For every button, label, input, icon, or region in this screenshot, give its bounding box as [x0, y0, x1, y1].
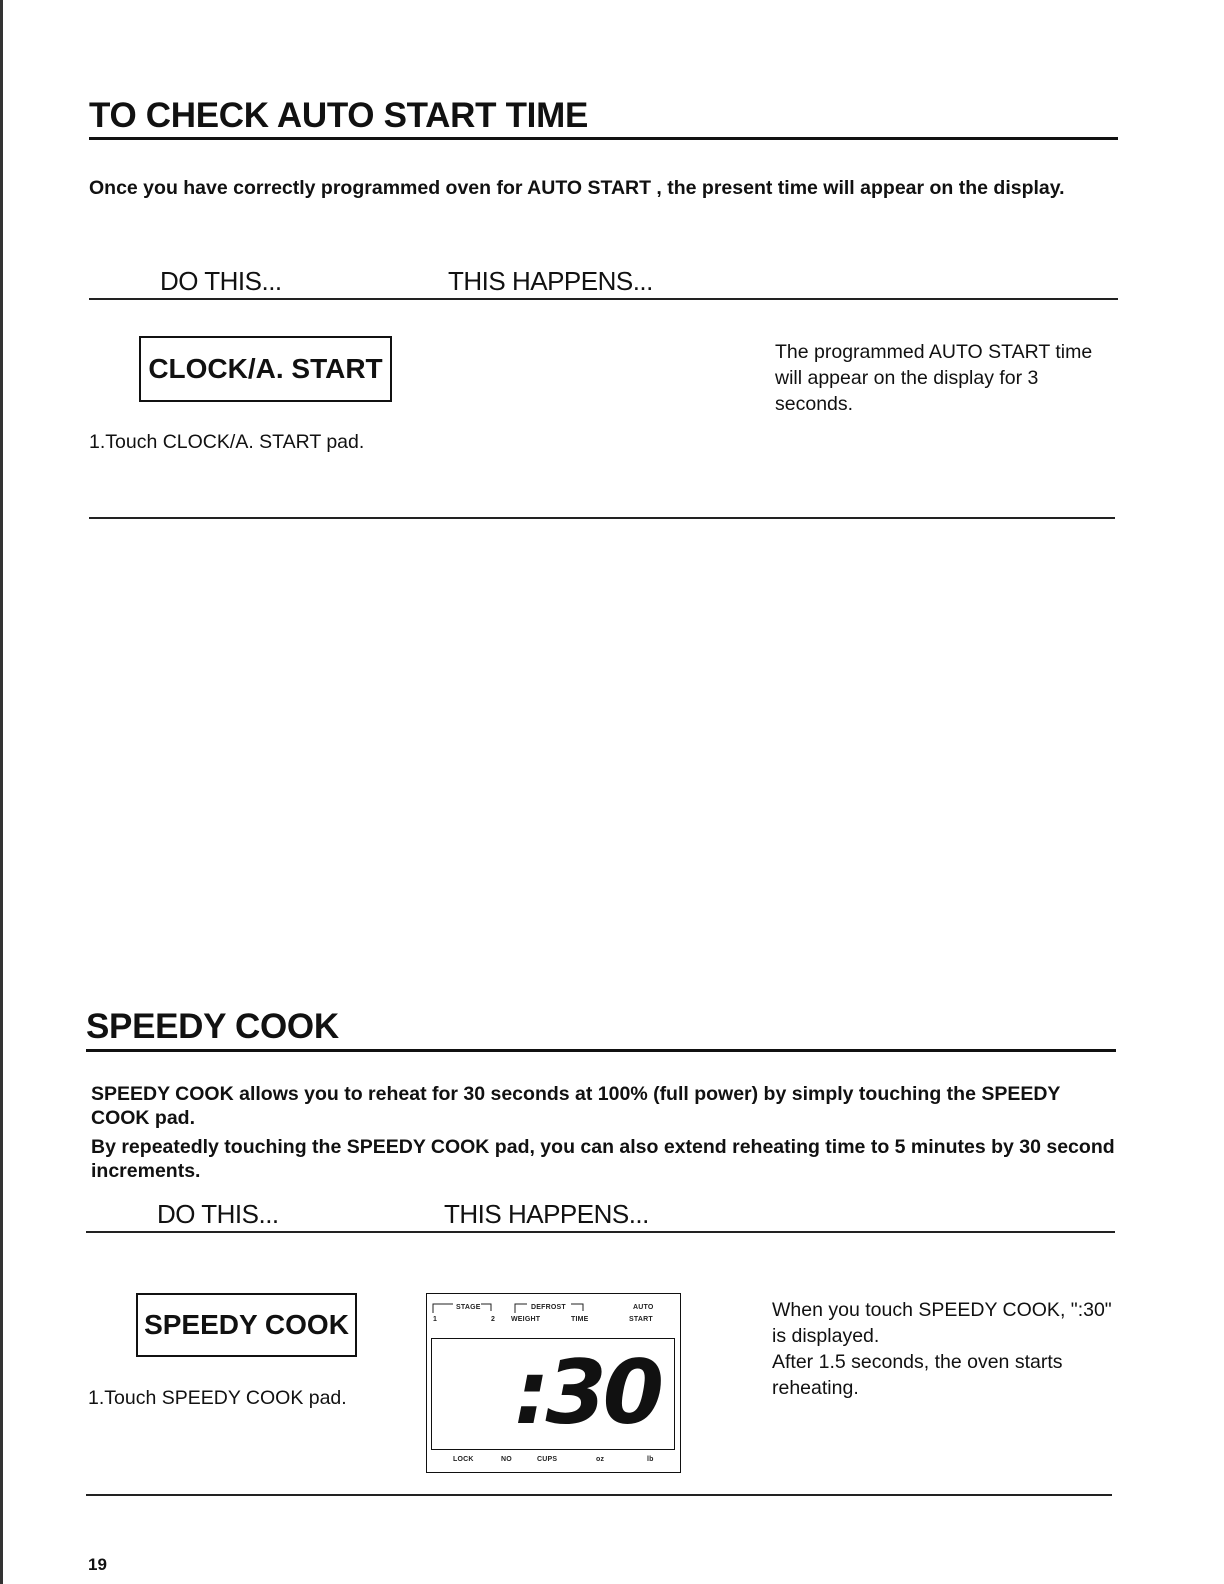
display-label-stage-1: 1 [433, 1316, 438, 1323]
section-intro: Once you have correctly programmed oven for AUTO START , the present time will appear on the display. [89, 177, 1065, 199]
step-instruction: 1.Touch SPEEDY COOK pad. [88, 1387, 347, 1409]
display-label-stage: STAGE [456, 1304, 481, 1311]
section-title-auto-start: TO CHECK AUTO START TIME [89, 96, 589, 135]
display-label-start: START [629, 1316, 653, 1323]
page-number: 19 [88, 1555, 107, 1574]
section-end-rule [86, 1494, 1112, 1496]
speedy-cook-pad[interactable]: SPEEDY COOK [136, 1293, 357, 1357]
column-header-do-this: DO THIS... [160, 266, 282, 296]
result-description: The programmed AUTO START time will appear on the display for 3 seconds. [775, 341, 1093, 415]
display-label-cups: CUPS [537, 1456, 558, 1463]
column-header-this-happens: THIS HAPPENS... [448, 266, 653, 296]
display-label-no: NO [501, 1456, 512, 1463]
display-label-weight: WEIGHT [511, 1316, 541, 1323]
column-header-do-this: DO THIS... [157, 1199, 279, 1229]
display-label-defrost: DEFROST [531, 1304, 566, 1311]
page-edge [0, 0, 3, 1584]
display-label-lb: lb [647, 1456, 654, 1463]
clock-a-start-pad[interactable]: CLOCK/A. START [139, 336, 392, 402]
column-header-this-happens: THIS HAPPENS... [444, 1199, 649, 1229]
section-title-rule [86, 1049, 1116, 1052]
section-end-rule [89, 517, 1115, 519]
column-header-rule [89, 298, 1118, 300]
result-description-2: After 1.5 seconds, the oven starts reheating. [772, 1351, 1063, 1399]
section-intro-1: SPEEDY COOK allows you to reheat for 30 seconds at 100% (full power) by simply touching the SPEEDY COOK pad. [91, 1083, 1061, 1129]
section-title-speedy-cook: SPEEDY COOK [86, 1007, 339, 1046]
display-label-stage-2: 2 [491, 1316, 496, 1323]
display-digits: :30 [514, 1341, 660, 1444]
oven-display [426, 1293, 681, 1473]
result-description-1: When you touch SPEEDY COOK, ":30" is displayed. [772, 1299, 1112, 1347]
section-title-rule [89, 137, 1118, 140]
display-label-lock: LOCK [453, 1456, 474, 1463]
display-screen [431, 1338, 675, 1450]
display-label-time: TIME [571, 1316, 589, 1323]
step-instruction: 1.Touch CLOCK/A. START pad. [89, 431, 365, 453]
display-label-auto: AUTO [633, 1304, 654, 1311]
section-intro-2: By repeatedly touching the SPEEDY COOK pad, you can also extend reheating time to 5 minutes by 30 second increments. [91, 1136, 1115, 1182]
display-label-oz: oz [596, 1456, 605, 1463]
column-header-rule [86, 1231, 1115, 1233]
